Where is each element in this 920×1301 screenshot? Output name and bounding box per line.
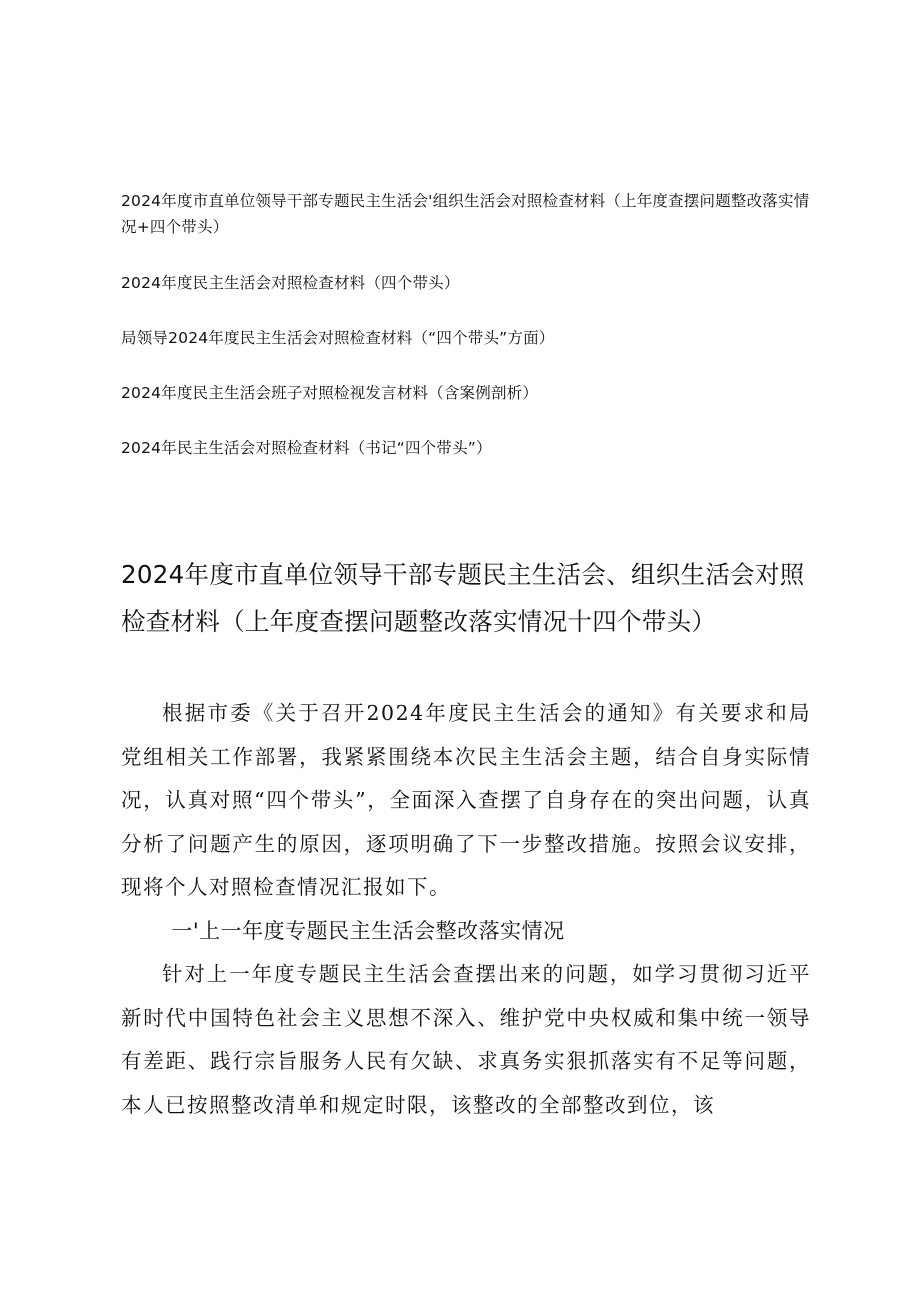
section-1-paragraph: 针对上一年度专题民主生活会查摆出来的问题，如学习贯彻习近平新时代中国特色社会主义思想不深入、维护党中央权威和集中统一领导有差距、践行宗旨服务人民有欠缺、求真务实狠抓落实有不足等问题，本人已按照整改清单和规定时限，该整改的全部整改到位，该	[121, 962, 811, 1117]
toc-item-2: 2024年度民主生活会对照检查材料（四个带头）	[121, 274, 460, 292]
toc-item-5: 2024年民主生活会对照检查材料（书记“四个带头”）	[121, 439, 492, 457]
section-heading-1: 一'上一年度专题民主生活会整改落实情况	[171, 918, 565, 943]
document-body	[121, 692, 811, 1127]
document-title: 2024年度市直单位领导干部专题民主生活会、组织生活会对照检查材料（上年度查摆问题整改落实情况十四个带头）	[121, 560, 805, 636]
toc-item-3: 局领导2024年度民主生活会对照检查材料（“四个带头”方面）	[121, 329, 555, 347]
toc-item-1: 2024年度市直单位领导干部专题民主生活会'组织生活会对照检查材料（上年度查摆问题整改落实情况+四个带头）	[121, 192, 810, 236]
table-of-contents	[121, 188, 821, 490]
intro-paragraph: 根据市委《关于召开2024年度民主生活会的通知》有关要求和局党组相关工作部署，我紧紧围绕本次民主生活会主题，结合自身实际情况，认真对照“四个带头”，全面深入查摆了自身存在的突出问题，认真分析了问题产生的原因，逐项明确了下一步整改措施。按照会议安排，现将个人对照检查情况汇报如下。	[121, 701, 811, 899]
toc-item-4: 2024年度民主生活会班子对照检视发言材料（含案例剖析）	[121, 384, 539, 402]
